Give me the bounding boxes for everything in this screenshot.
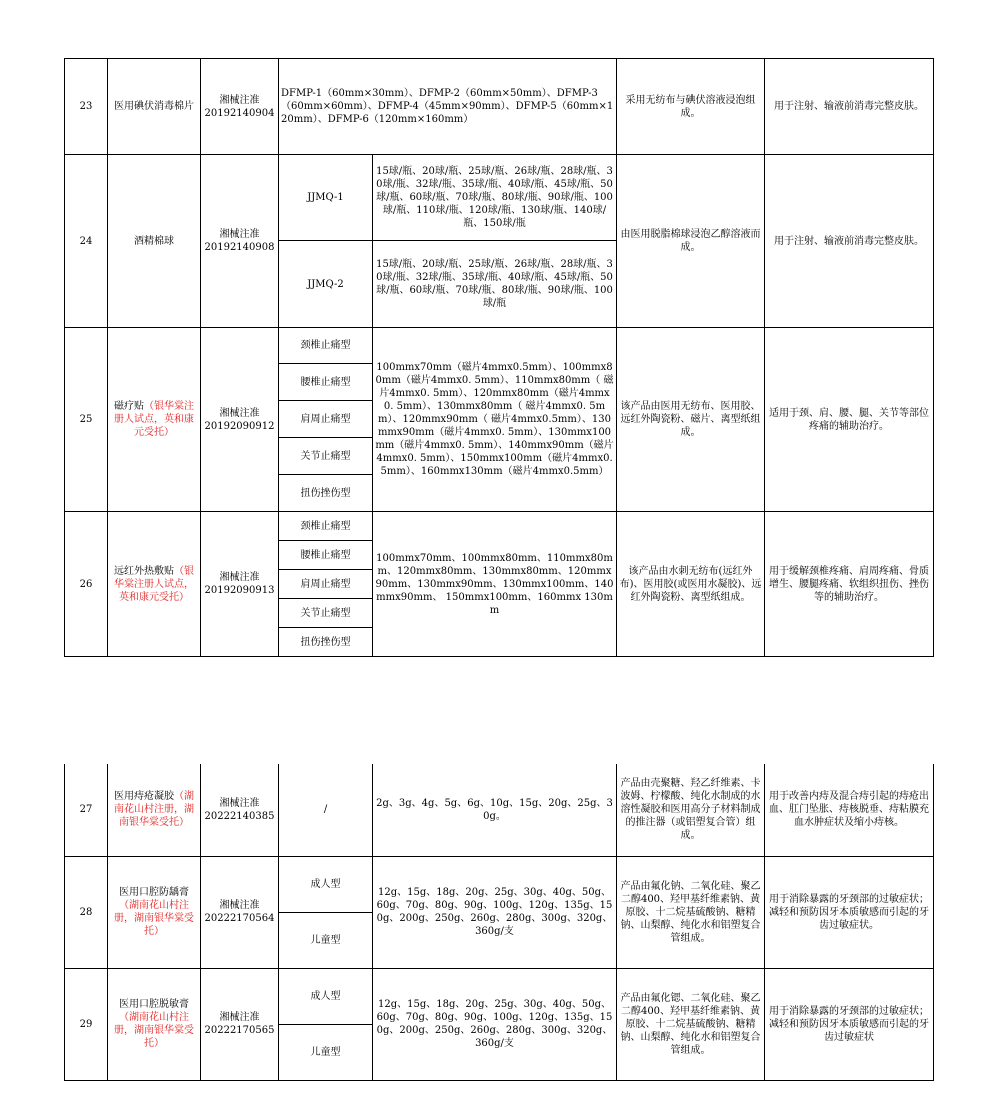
spec-cell: 15球/瓶、20球/瓶、25球/瓶、26球/瓶、28球/瓶、30球/瓶、32球/瓶、35球/瓶、40球/瓶、45球/瓶、50球/瓶、60球/瓶、70球/瓶、80球/瓶、90球/瓶、100球/瓶 [373, 241, 617, 328]
model-cell: 颈椎止痛型 [279, 512, 373, 541]
registration-number: 湘械注准 20192140904 [201, 59, 279, 155]
model-cell: 成人型 [279, 856, 373, 912]
usage-cell: 用于消除暴露的牙颈部的过敏症状；减轻和预防因牙本质敏感而引起的牙齿过敏症状。 [765, 856, 934, 968]
composition-cell: 该产品由医用无纺布、医用胶、远红外陶瓷粉、磁片、离型纸组成。 [617, 328, 765, 512]
spec-cell: DFMP-1（60mm×30mm）、DFMP-2（60mm×50mm）、DFMP-3（60mm×60mm）、DFMP-4（45mm×90mm）、DFMP-5（60mm×120mm）、DFMP-6（120mm×160mm） [279, 59, 617, 155]
usage-cell: 用于缓解颈椎疼痛、肩周疼痛、骨质增生、腰腿疼痛、软组织扭伤、挫伤等的辅助治疗。 [765, 512, 934, 657]
row-number: 25 [65, 328, 108, 512]
spec-cell: 15球/瓶、20球/瓶、25球/瓶、26球/瓶、28球/瓶、30球/瓶、32球/瓶、35球/瓶、40球/瓶、45球/瓶、50球/瓶、60球/瓶、70球/瓶、80球/瓶、90球/瓶、100球/瓶、110球/瓶、120球/瓶、130球/瓶、140球/瓶、150球/瓶 [373, 155, 617, 241]
model-cell: 肩周止痛型 [279, 570, 373, 599]
model-cell: 扭伤挫伤型 [279, 475, 373, 512]
composition-cell: 产品由氟化锶、二氧化硅、聚乙二醇400、羟甲基纤维素钠、黄原胶、十二烷基硫酸钠、糖精钠、山梨醇、纯化水和铝塑复合管组成。 [617, 968, 765, 1080]
row-number: 23 [65, 59, 108, 155]
composition-cell: 由医用脱脂棉球浸泡乙醇溶液而成。 [617, 155, 765, 328]
product-table-page-1 [64, 58, 934, 657]
model-cell: JJMQ-2 [279, 241, 373, 328]
model-cell: 腰椎止痛型 [279, 541, 373, 570]
model-cell: 关节止痛型 [279, 438, 373, 475]
model-cell: 颈椎止痛型 [279, 328, 373, 364]
table-row [65, 512, 934, 541]
spec-cell: 2g、3g、4g、5g、6g、10g、15g、20g、25g、30g。 [373, 764, 617, 856]
composition-cell: 产品由氟化钠、二氧化硅、聚乙二醇400、羟甲基纤维素钠、黄原胶、十二烷基硫酸钠、糖精钠、山梨醇、纯化水和铝塑复合管组成。 [617, 856, 765, 968]
row-number: 29 [65, 968, 108, 1080]
model-cell: / [279, 764, 373, 856]
product-name: 医用口腔防龋膏（湖南花山村注册，湖南银华棠受托） [108, 856, 201, 968]
usage-cell: 用于改善内痔及混合痔引起的痔疮出血、肛门坠胀、痔核脱垂、痔粘膜充血水肿症状及缩小痔核。 [765, 764, 934, 856]
model-cell: 成人型 [279, 968, 373, 1024]
product-name: 医用碘伏消毒棉片 [108, 59, 201, 155]
registration-number: 湘械注准 20192090912 [201, 328, 279, 512]
row-number: 27 [65, 764, 108, 856]
table-row [65, 764, 934, 856]
product-name: 医用口腔脱敏膏（湖南花山村注册，湖南银华棠受托） [108, 968, 201, 1080]
composition-cell: 产品由壳聚糖、羟乙纤维素、卡波姆、柠檬酸、纯化水制成的水溶性凝胶和医用高分子材料制成的推注器（或铝塑复合管）组成。 [617, 764, 765, 856]
table-row [65, 968, 934, 1024]
usage-cell: 用于消除暴露的牙颈部的过敏症状；减轻和预防因牙本质敏感而引起的牙齿过敏症状 [765, 968, 934, 1080]
product-table-page-2 [64, 764, 934, 1081]
spec-cell: 100mmx70mm（磁片4mmx0.5mm）、100mmx80mm（磁片4mmx0. 5mm）、110mmx80mm（ 磁片4mmx0. 5mm）、120mmx80mm（磁片4mmx0. 5mm）、130mmx80mm（ 磁片4mmx0. 5mm）、120mmx90mm（ 磁片4mmx0.5mm）、130mmx90mm（磁片4mmx0. 5mm）、130mmx100mm（磁片4mmx0. 5mm）、140mmx90mm（磁片4mmx0. 5mm）、150mmx100mm（磁片4mmx0. 5mm）、160mmx130mm（磁片4mmx0.5mm） [373, 328, 617, 512]
usage-cell: 适用于颈、肩、腰、腿、关节等部位疼痛的辅助治疗。 [765, 328, 934, 512]
usage-cell: 用于注射、输液前消毒完整皮肤。 [765, 155, 934, 328]
spec-cell: 100mmx70mm、100mmx80mm、110mmx80mm、120mmx80mm、130mmx80mm、120mmx90mm、130mmx90mm、130mmx100mm、140mmx90mm、 150mmx100mm、160mmx 130mm [373, 512, 617, 657]
registration-number: 湘械注准 20222140385 [201, 764, 279, 856]
model-cell: 肩周止痛型 [279, 401, 373, 438]
spec-cell: 12g、15g、18g、20g、25g、30g、40g、50g、60g、70g、80g、90g、100g、120g、135g、150g、200g、250g、260g、280g、300g、320g、360g/支 [373, 968, 617, 1080]
model-cell: 关节止痛型 [279, 599, 373, 628]
model-cell: 儿童型 [279, 1024, 373, 1080]
usage-cell: 用于注射、输液前消毒完整皮肤。 [765, 59, 934, 155]
composition-cell: 该产品由水刺无纺布(远红外布)、医用胶(或医用水凝胶)、远红外陶瓷粉、离型纸组成。 [617, 512, 765, 657]
registration-number: 湘械注准 20192140908 [201, 155, 279, 328]
model-cell: JJMQ-1 [279, 155, 373, 241]
product-name: 磁疗贴（银华棠注册人试点，英和康元受托） [108, 328, 201, 512]
row-number: 24 [65, 155, 108, 328]
table-row [65, 59, 934, 155]
row-number: 28 [65, 856, 108, 968]
product-name: 酒精棉球 [108, 155, 201, 328]
model-cell: 儿童型 [279, 912, 373, 968]
registration-number: 湘械注准 20192090913 [201, 512, 279, 657]
table-row [65, 328, 934, 364]
table-row [65, 155, 934, 241]
row-number: 26 [65, 512, 108, 657]
composition-cell: 采用无纺布与碘伏溶液浸泡组成。 [617, 59, 765, 155]
model-cell: 腰椎止痛型 [279, 364, 373, 401]
spec-cell: 12g、15g、18g、20g、25g、30g、40g、50g、60g、70g、80g、90g、100g、120g、135g、150g、200g、250g、260g、280g、300g、320g、360g/支 [373, 856, 617, 968]
product-name: 远红外热敷贴（银华棠注册人试点，英和康元受托） [108, 512, 201, 657]
table-row [65, 856, 934, 912]
registration-number: 湘械注准 20222170565 [201, 968, 279, 1080]
product-name: 医用痔疮凝胶（湖南花山村注册，湖南银华棠受托） [108, 764, 201, 856]
model-cell: 扭伤挫伤型 [279, 628, 373, 657]
registration-number: 湘械注准 20222170564 [201, 856, 279, 968]
